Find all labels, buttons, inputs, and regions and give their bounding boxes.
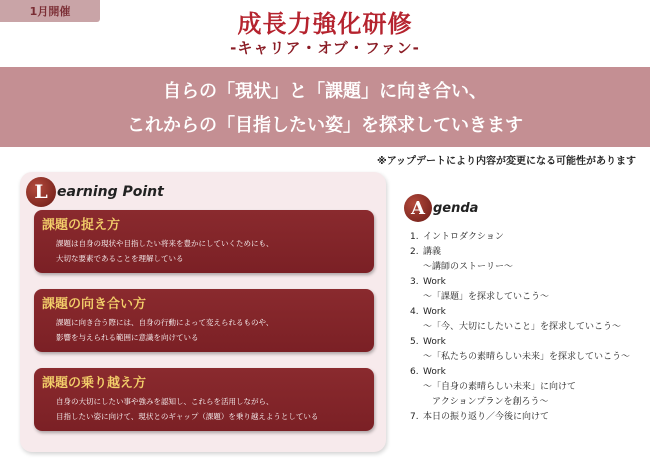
agenda-item: 2. 講義 (410, 247, 442, 257)
card-title: 課題の向き合い方 (42, 297, 147, 312)
theme-banner (0, 67, 650, 147)
agenda-item: 1. イントロダクション (410, 232, 504, 242)
agenda-initial-icon: A (404, 194, 432, 222)
card-title: 課題の乗り越え方 (42, 376, 147, 391)
month-badge: 1月開催 (0, 0, 100, 22)
agenda-item: 7. 本日の振り返り／今後に向けて (410, 412, 550, 422)
card-desc-line: 自身の大切にしたい事や強みを認知し、これらを活用しながら、 (56, 397, 274, 406)
agenda-item: 6. Work (410, 367, 446, 377)
learning-point-panel (20, 172, 386, 452)
agenda-item: 4. Work (410, 307, 446, 317)
banner-line-1: 自らの「現状」と「課題」に向き合い、 (163, 81, 487, 102)
page-subtitle: -キャリア・オブ・ファン- (230, 39, 420, 57)
card-desc-line: 影響を与えられる範囲に意識を向けている (56, 333, 199, 342)
learning-point-heading (26, 174, 164, 210)
learning-card-2 (34, 289, 374, 352)
learning-card-3 (34, 368, 374, 431)
learning-heading-text: earning Point (57, 184, 164, 200)
card-description (56, 236, 274, 266)
card-desc-line: 課題に向き合う際には、自身の行動によって変えられるものや、 (56, 318, 274, 327)
agenda-item: 3. Work (410, 277, 446, 287)
agenda-heading (404, 192, 478, 224)
card-description (56, 315, 273, 345)
agenda-subitem: ～「私たちの素晴らしい未来」を探求していこう～ (423, 352, 631, 362)
card-description (56, 394, 318, 424)
page-title: 成長力強化研修 (237, 10, 413, 38)
update-note: ※アップデートにより内容が変更になる可能性があります (376, 156, 636, 167)
learning-card-1 (34, 210, 374, 273)
agenda-heading-text: genda (433, 200, 479, 216)
agenda-subitem: ～「課題」を探求していこう～ (423, 292, 550, 302)
agenda-subitem: ～「今、大切にしたいこと」を探求していこう～ (423, 322, 622, 332)
agenda-subitem: ～「自身の素晴らしい未来」に向けて (423, 382, 577, 392)
card-desc-line: 目指したい姿に向けて、現状とのギャップ（課題）を乗り越えようとしている (56, 412, 319, 421)
card-title: 課題の捉え方 (42, 218, 121, 233)
card-desc-line: 課題は自身の現状や目指したい将来を豊かにしていくためにも、 (56, 239, 274, 248)
agenda-list (410, 230, 630, 425)
agenda-subitem: アクションプランを創ろう～ (432, 397, 549, 407)
card-desc-line: 大切な要素であることを理解している (56, 254, 184, 263)
learning-initial-icon: L (26, 177, 56, 207)
agenda-item: 5. Work (410, 337, 446, 347)
banner-line-2: これからの「目指したい姿」を探求していきます (127, 115, 523, 136)
agenda-subitem: ～講師のストーリー～ (423, 262, 514, 272)
